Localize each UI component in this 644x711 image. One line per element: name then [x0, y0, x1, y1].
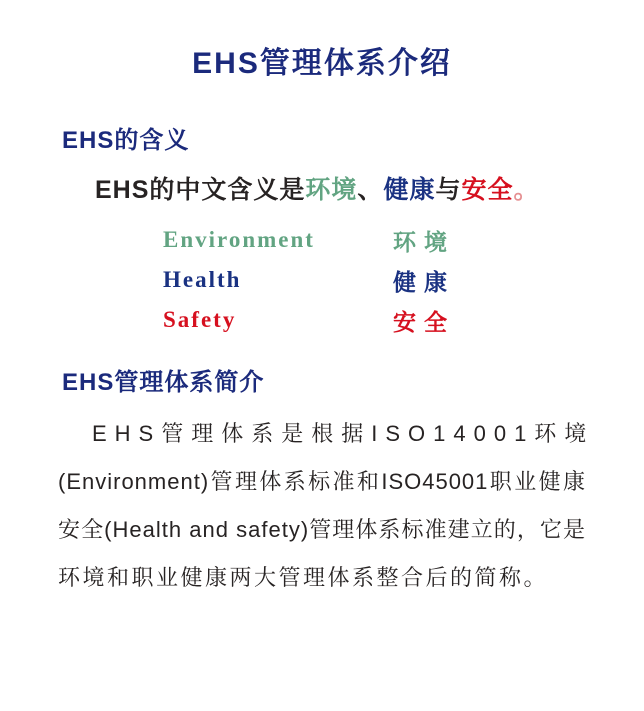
definition-zh-environment: 环境 [393, 229, 455, 255]
sentence-word-environment: 环境 [305, 176, 358, 204]
meaning-table [163, 220, 644, 340]
sentence-word-safety: 安全 [461, 176, 514, 204]
sentence-word-health: 健康 [383, 176, 436, 204]
paragraph-line: EHS管理体系是根据ISO14001环境 [92, 421, 595, 446]
definition-en-environment: Environment [163, 227, 315, 252]
definition-zh-health: 健康 [393, 269, 455, 295]
section-meaning [0, 126, 644, 340]
sentence-separator: 、 [357, 176, 384, 204]
paragraph-line: (Environment)管理体系标准和ISO45001职业健康 [58, 469, 586, 494]
paragraph-line: 安全(Health and safety)管理体系标准建立的，它是 [58, 517, 586, 542]
definition-row-environment [163, 220, 644, 260]
sentence-period: 。 [513, 176, 540, 204]
paragraph-line: 环境和职业健康两大管理体系整合后的简称。 [58, 565, 549, 590]
intro-section-heading: EHS管理体系简介 [62, 369, 265, 396]
intro-paragraph [58, 410, 595, 602]
definition-en-safety: Safety [163, 307, 237, 332]
definition-row-safety [163, 300, 644, 340]
definition-zh-safety: 安全 [393, 309, 455, 335]
meaning-section-heading: EHS的含义 [62, 127, 190, 154]
meaning-sentence [95, 174, 644, 206]
section-intro [0, 368, 644, 602]
definition-row-health [163, 260, 644, 300]
sentence-prefix: EHS的中文含义是 [95, 176, 306, 204]
page-title: EHS管理体系介绍 [192, 47, 452, 80]
sentence-conjunction: 与 [435, 176, 462, 204]
definition-en-health: Health [163, 267, 242, 292]
